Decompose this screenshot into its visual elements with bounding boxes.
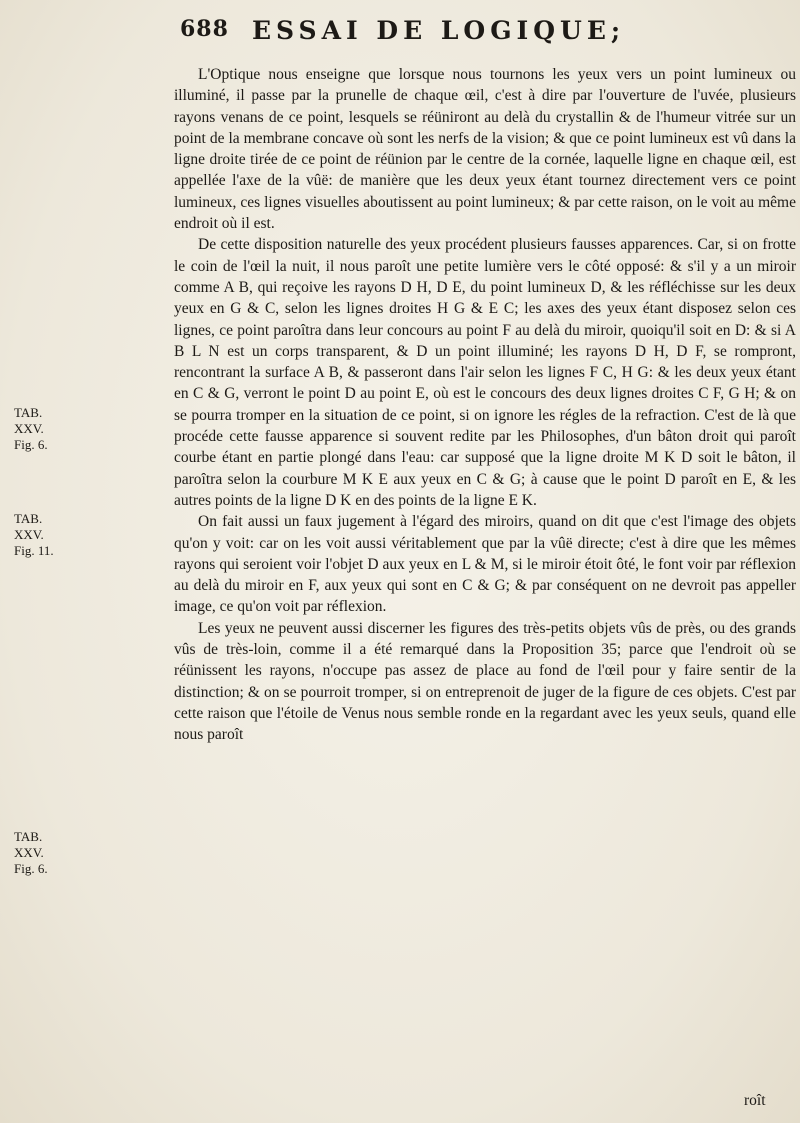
page-number: 688 <box>180 16 229 42</box>
paragraph-petits-objets: Les yeux ne peuvent aussi discerner les figures des très-petits objets vûs de près, ou des grands vûs de très-loin, comme il a été remarqué dans la Proposition 35; parce que l'endroit où se réünissent les rayons, n'occupe pas assez de place au fond de l'œil pour y faire sentir de la distinction; & on se pourroit tromper, si on entreprenoit de juger de la figure de ces objets. C'est par cette raison que l'étoile de Venus nous semble ronde en la regardant avec les yeux seuls, quand elle nous paroît <box>174 619 796 744</box>
margin-note-tab-xxv-fig-11 <box>14 511 74 559</box>
page-header <box>180 16 700 46</box>
margin-note-figure: Fig. 6. <box>14 861 48 876</box>
margin-note-number: XXV. <box>14 845 44 860</box>
margin-note-tab: TAB. <box>14 511 43 526</box>
margin-note-number: XXV. <box>14 421 44 436</box>
running-title: ESSAI DE LOGIQUE; <box>252 16 626 45</box>
catchword: roît <box>744 1092 766 1109</box>
paragraph-fausses-apparences: De cette disposition naturelle des yeux procédent plusieurs fausses apparences. Car, si on frotte le coin de l'œil la nuit, il nous paroît une petite lumière vers le côté opposé: & s'il y a un miroir comme A B, qui reçoive les rayons D H, D E, du point lumineux D, & les réfléchisse sur les deux yeux en G & C, selon les lignes droites H G & E C; les axes des yeux étant disposez selon ces lignes, ce point paroîtra dans leur concours au point F au delà du miroir, quoiqu'il soit en D: & si A B L N est un corps transparent, & D un point illuminé; les rayons D H, D F, se rompront, rencontrant la surface A B, & passeront dans l'air selon les lignes F C, H G: & les deux yeux étant en C & G, verront le point D au point E, où est le concours des deux lignes droites C F, G H; & on se pourra tromper en la situation de ce point, si on ignore les régles de la refraction. C'est de là que procéde cette fausse apparence si souvent redite par les Philosophes, d'un bâton droit qui paroît courbe étant en partie plongé dans l'eau: car supposé que la ligne droite M K D soit le bâton, il paroîtra selon la courbure M K E aux yeux en C & G; à cause que le point D paroît en E, & les autres points de la ligne D K en des points de la ligne E K. <box>174 236 796 509</box>
margin-note-number: XXV. <box>14 527 44 542</box>
paragraph-miroirs: On fait aussi un faux jugement à l'égard des miroirs, quand on dit que c'est l'image des objets qu'on y voit: car on les voit aussi véritablement que par la vûë directe; c'est à dire que les mêmes rayons qui seroient voir l'objet D aux yeux en L & M, si le miroir étoit ôté, le font voir par réflexion au delà du miroir en F, aux yeux qui sont en C & G; & par conséquent on ne devroit pas appeller image, ce qu'on voit par réflexion. <box>174 513 796 616</box>
margin-note-figure: Fig. 6. <box>14 437 48 452</box>
margin-note-tab: TAB. <box>14 405 43 420</box>
margin-note-tab: TAB. <box>14 829 43 844</box>
body-text <box>174 64 796 746</box>
margin-note-figure: Fig. 11. <box>14 543 54 558</box>
margin-note-tab-xxv-fig-6 <box>14 405 74 453</box>
paragraph-optique: L'Optique nous enseigne que lorsque nous tournons les yeux vers un point lumineux ou illuminé, il passe par la prunelle de chaque œil, c'est à dire par l'ouverture de l'uvée, plusieurs rayons venans de ce point, lesquels se réüniront au delà du crystallin & de l'humeur vitrée sur un point de la membrane concave où sont les nerfs de la vision; & que ce point lumineux est vû dans la ligne droite tirée de ce point de réünion par le centre de la cornée, laquelle ligne en chaque œil, est appellée l'axe de la vûë: de manière que les deux yeux étant tournez directement vers ce point lumineux, ces lignes visuelles aboutissent au point lumineux; & par cette raison, on le voit au même endroit où il est. <box>174 66 796 233</box>
margin-note-tab-xxv-fig-6-second <box>14 829 74 877</box>
